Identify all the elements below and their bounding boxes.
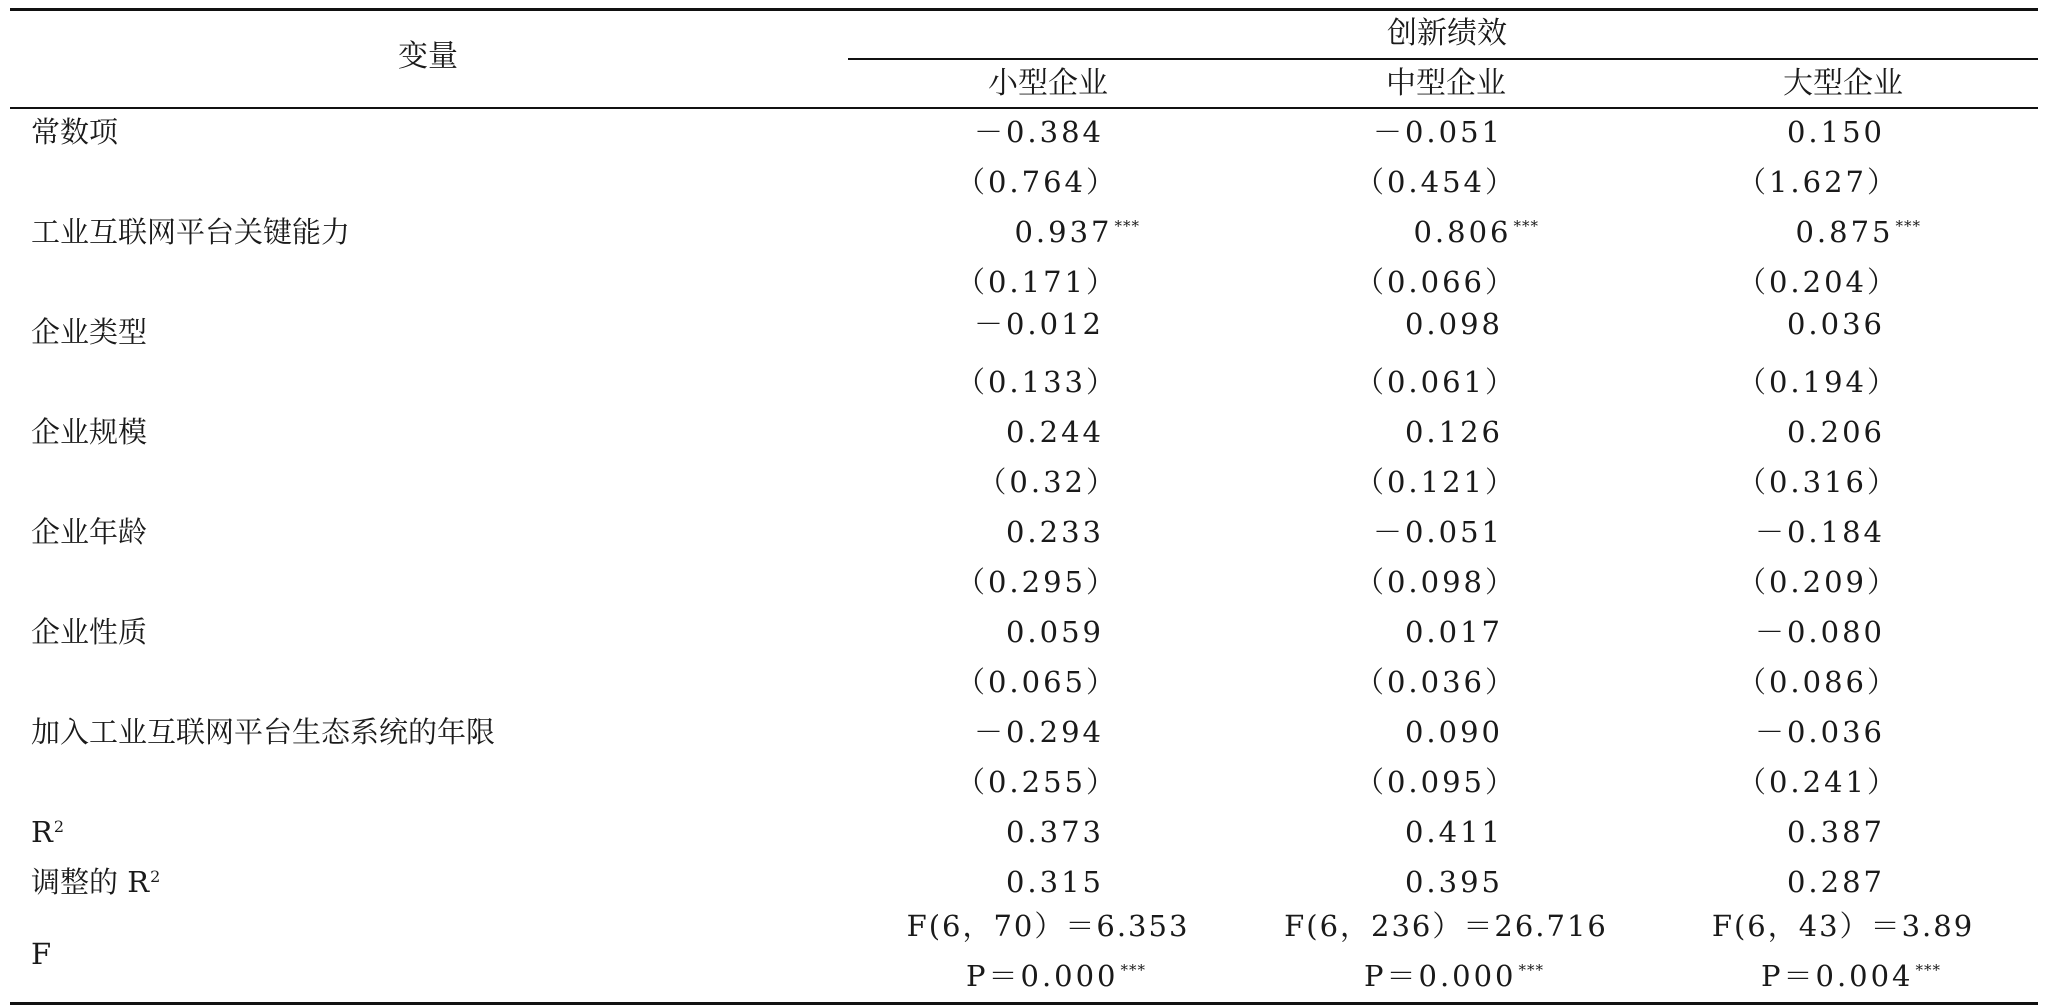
coef-cell xyxy=(1404,615,1503,649)
se-cell: （0.121） xyxy=(1354,465,1517,499)
row-label: 企业类型 xyxy=(31,315,148,349)
se-cell: （0.061） xyxy=(1354,365,1517,399)
row-label: 工业互联网平台关键能力 xyxy=(31,215,351,249)
coef-cell xyxy=(1754,715,1885,749)
r2-value: 0.411 xyxy=(1404,815,1503,849)
se-cell: （0.066） xyxy=(1354,265,1517,299)
adj-r2-value: 0.287 xyxy=(1786,865,1885,899)
coef-cell xyxy=(1005,415,1104,449)
se-cell: （0.255） xyxy=(955,765,1118,799)
f-label: F xyxy=(31,937,52,971)
coef-cell xyxy=(973,307,1104,341)
se-cell: （0.204） xyxy=(1736,265,1899,299)
coef-value: 0.036 xyxy=(1786,307,1885,341)
coef-cell xyxy=(1786,307,1885,341)
p-value xyxy=(1363,959,1545,993)
coef-cell xyxy=(1005,615,1104,649)
coef-cell xyxy=(1754,515,1885,549)
variable-header: 变量 xyxy=(398,39,458,74)
row-label: 加入工业互联网平台生态系统的年限 xyxy=(31,715,496,749)
p-value-text: P＝0.004 xyxy=(1760,959,1914,993)
r2-value: 0.373 xyxy=(1005,815,1104,849)
coef-value: 0.126 xyxy=(1404,415,1503,449)
se-cell: （0.171） xyxy=(955,265,1118,299)
coef-cell xyxy=(1372,515,1503,549)
group-header: 创新绩效 xyxy=(1387,16,1507,51)
coef-cell xyxy=(973,715,1104,749)
significance-stars: *** xyxy=(1895,217,1921,235)
coef-value: 0.098 xyxy=(1404,307,1503,341)
coef-value: 0.017 xyxy=(1404,615,1503,649)
coef-cell xyxy=(1795,215,1921,249)
adj-r2-label-text: 调整的 R xyxy=(31,865,150,899)
row-label: 企业性质 xyxy=(31,615,148,649)
coef-cell xyxy=(1754,615,1885,649)
se-cell: （0.316） xyxy=(1736,465,1899,499)
coef-cell xyxy=(1404,715,1503,749)
coef-cell xyxy=(1005,515,1104,549)
se-cell: （0.764） xyxy=(955,165,1118,199)
f-statistic: F(6，43）＝3.89 xyxy=(1711,909,1975,943)
adj-r2-label xyxy=(31,865,161,899)
coef-value: 0.937 xyxy=(1014,215,1113,249)
column-header-small: 小型企业 xyxy=(988,66,1108,101)
p-value xyxy=(965,959,1147,993)
significance-stars: *** xyxy=(1915,961,1942,979)
f-statistic: F(6，236）＝26.716 xyxy=(1284,909,1608,943)
se-cell: （1.627） xyxy=(1736,165,1899,199)
se-cell: （0.095） xyxy=(1354,765,1517,799)
r2-label-text: R xyxy=(31,815,53,849)
column-header-medium: 中型企业 xyxy=(1386,66,1506,101)
significance-stars: *** xyxy=(1114,217,1140,235)
coef-value: －0.051 xyxy=(1372,115,1503,149)
coef-value: －0.184 xyxy=(1754,515,1885,549)
coef-value: －0.294 xyxy=(973,715,1104,749)
coef-cell xyxy=(1372,115,1503,149)
top-rule xyxy=(10,8,2038,11)
coef-value: 0.206 xyxy=(1786,415,1885,449)
adj-r2-value: 0.395 xyxy=(1404,865,1503,899)
coef-cell xyxy=(1413,215,1539,249)
row-label: 企业年龄 xyxy=(31,515,148,549)
r2-value: 0.387 xyxy=(1786,815,1885,849)
coef-value: 0.233 xyxy=(1005,515,1104,549)
coef-value: 0.806 xyxy=(1413,215,1512,249)
p-value xyxy=(1760,959,1942,993)
row-label: 企业规模 xyxy=(31,415,148,449)
adj-r2-superscript: 2 xyxy=(150,867,161,886)
coef-value: －0.012 xyxy=(973,307,1104,341)
se-cell: （0.065） xyxy=(955,665,1118,699)
column-header-large: 大型企业 xyxy=(1783,66,1903,101)
row-label: 常数项 xyxy=(31,115,119,149)
se-cell: （0.036） xyxy=(1354,665,1517,699)
f-statistic: F(6，70）＝6.353 xyxy=(906,909,1190,943)
coef-cell xyxy=(1014,215,1140,249)
coef-cell xyxy=(1786,415,1885,449)
significance-stars: *** xyxy=(1518,961,1545,979)
r2-label xyxy=(31,815,65,849)
coef-cell xyxy=(973,115,1104,149)
se-cell: （0.32） xyxy=(977,465,1118,499)
adj-r2-value: 0.315 xyxy=(1005,865,1104,899)
coef-value: 0.150 xyxy=(1786,115,1885,149)
coef-value: 0.875 xyxy=(1795,215,1894,249)
header-bottom-rule xyxy=(10,107,2038,109)
coef-value: 0.059 xyxy=(1005,615,1104,649)
se-cell: （0.295） xyxy=(955,565,1118,599)
significance-stars: *** xyxy=(1513,217,1539,235)
se-cell: （0.209） xyxy=(1736,565,1899,599)
coef-value: 0.090 xyxy=(1404,715,1503,749)
coef-value: －0.051 xyxy=(1372,515,1503,549)
coef-value: 0.244 xyxy=(1005,415,1104,449)
r2-superscript: 2 xyxy=(53,817,65,836)
coef-cell xyxy=(1786,115,1885,149)
bottom-rule xyxy=(10,1002,2038,1005)
se-cell: （0.454） xyxy=(1354,165,1517,199)
se-cell: （0.194） xyxy=(1736,365,1899,399)
coef-value: －0.080 xyxy=(1754,615,1885,649)
coef-cell xyxy=(1404,307,1503,341)
p-value-text: P＝0.000 xyxy=(1363,959,1517,993)
se-cell: （0.098） xyxy=(1354,565,1517,599)
p-value-text: P＝0.000 xyxy=(965,959,1119,993)
significance-stars: *** xyxy=(1120,961,1147,979)
coef-cell xyxy=(1404,415,1503,449)
group-header-rule xyxy=(848,58,2038,60)
coef-value: －0.384 xyxy=(973,115,1104,149)
se-cell: （0.086） xyxy=(1736,665,1899,699)
coef-value: －0.036 xyxy=(1754,715,1885,749)
se-cell: （0.133） xyxy=(955,365,1118,399)
se-cell: （0.241） xyxy=(1736,765,1899,799)
